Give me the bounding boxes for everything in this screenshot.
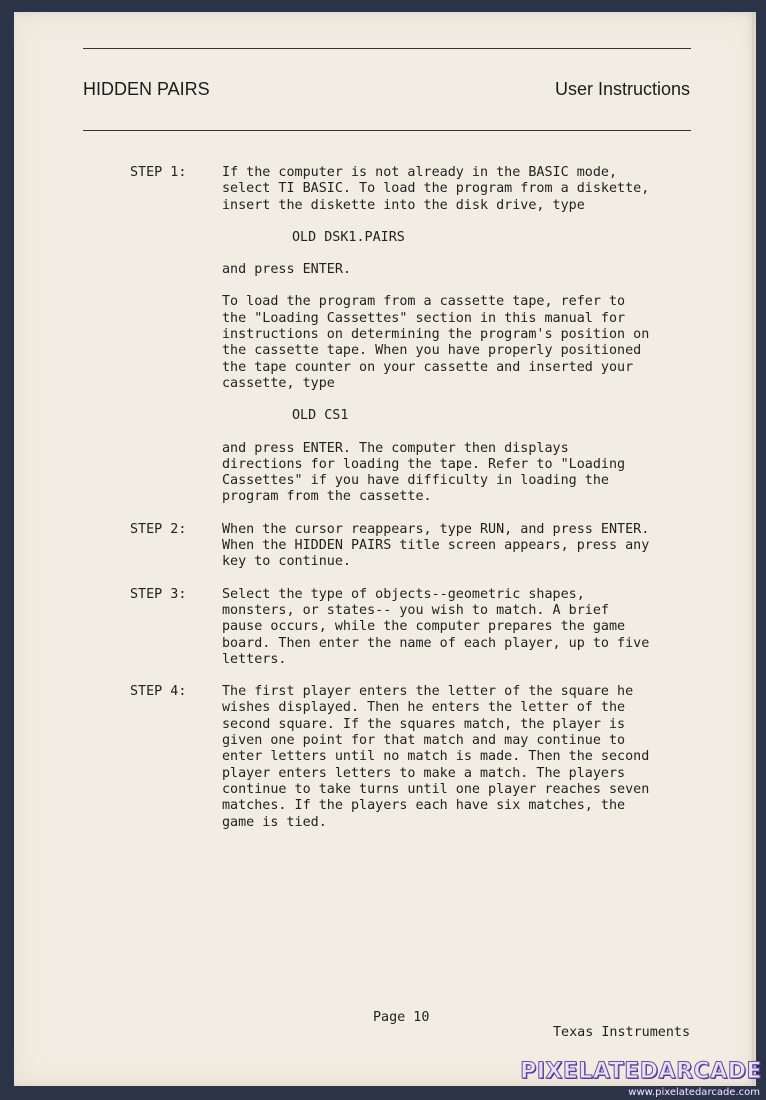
step-label: STEP 2: [130, 521, 187, 537]
header-section: User Instructions [554, 79, 690, 99]
command-text: OLD DSK1.PAIRS [292, 229, 405, 245]
step-label: STEP 3: [130, 586, 187, 602]
step-text: The first player enters the letter of the square he wishes displayed. Then he enters the letter of the second square. If the squares match, the player is given one point for that match and may continue to enter letters until no match is made. Then the second player enters letters to make a match. The players continue to take turns until one player reaches seven matches. If the players each have six matches, the game is tied. [222, 684, 650, 830]
step-1 [130, 165, 670, 506]
page-number: Page 10 [373, 1010, 430, 1025]
step-text: If the computer is not already in the BASIC mode, select TI BASIC. To load the program from a diskette, insert the diskette into the disk drive, type [222, 165, 650, 213]
watermark-logo: PIXELATEDARCADE [520, 1059, 762, 1084]
header-rule [83, 130, 691, 131]
top-rule [83, 48, 691, 49]
watermark-url: www.pixelatedarcade.com [628, 1087, 760, 1098]
instructions-body [130, 165, 670, 847]
step-3 [130, 587, 670, 668]
step-text: and press ENTER. The computer then displays directions for loading the tape. Refer to "Loading Cassettes" if you have difficulty in loading the program from the cassette. [222, 440, 626, 505]
page-edge [752, 12, 754, 1086]
header-title: HIDDEN PAIRS [83, 79, 210, 99]
step-text: and press ENTER. [222, 262, 351, 278]
step-body [222, 165, 652, 506]
command-text: OLD CS1 [292, 408, 349, 424]
step-text: Select the type of objects--geometric shapes, monsters, or states-- you wish to match. A brief pause occurs, while the computer prepares the game board. Then enter the name of each player, up to five letters. [222, 586, 650, 667]
step-2 [130, 522, 670, 571]
publisher-name: Texas Instruments [553, 1025, 691, 1040]
step-4 [130, 684, 670, 831]
step-text: To load the program from a cassette tape, refer to the "Loading Cassettes" section in this manual for instructions on determining the program's position on the cassette tape. When you have properly positioned the tape counter on your cassette and inserted your cassette, type [222, 294, 650, 391]
step-label: STEP 4: [130, 684, 187, 700]
step-label: STEP 1: [130, 165, 187, 180]
step-text: When the cursor reappears, type RUN, and press ENTER. When the HIDDEN PAIRS title screen appears, press any key to continue. [222, 521, 650, 570]
